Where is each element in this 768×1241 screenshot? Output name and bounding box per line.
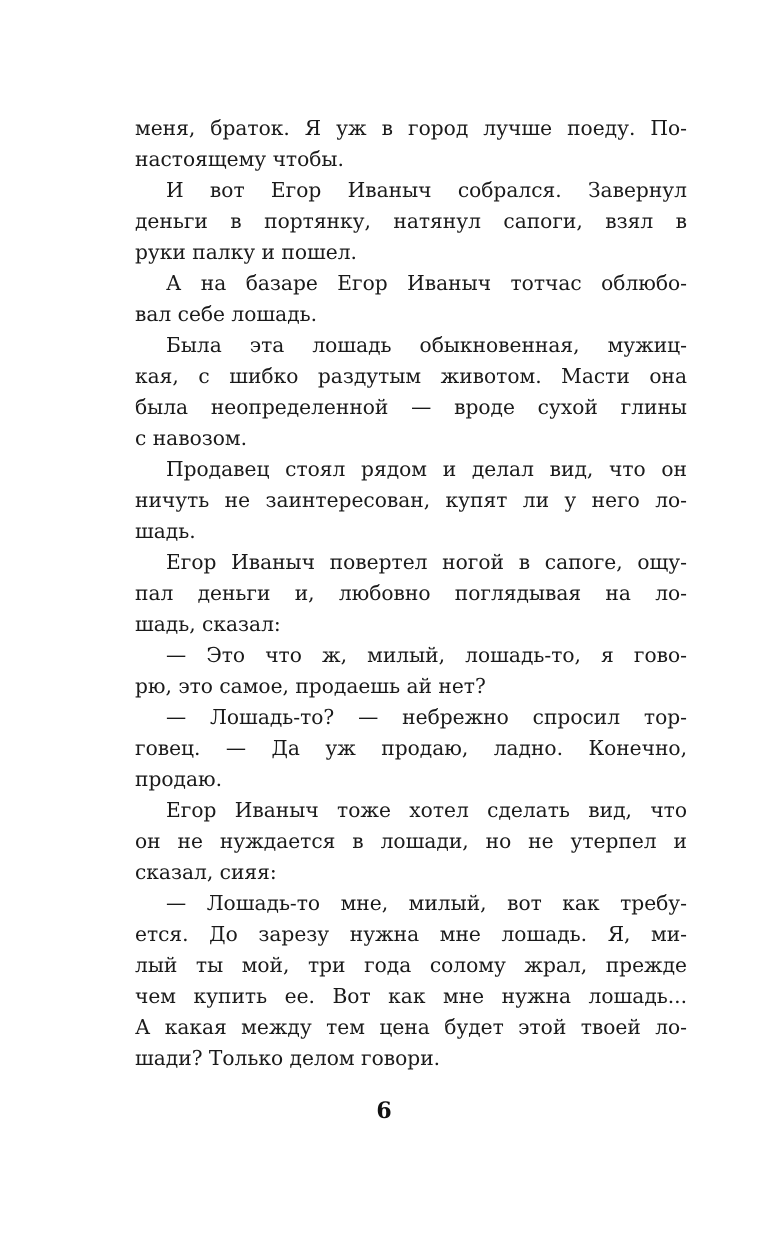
page-number: 6: [376, 1098, 392, 1124]
paragraph: [135, 702, 687, 795]
text-line: А какая между тем цена будет этой твоей ло-: [135, 1015, 687, 1039]
text-line: шадь.: [135, 519, 196, 543]
text-line: ется. До зарезу нужна мне лошадь. Я, ми-: [135, 922, 687, 946]
paragraph: [135, 113, 687, 175]
text-line: Егор Иваныч тоже хотел сделать вид, что: [166, 798, 687, 822]
text-line: — Лошадь-то? — небрежно спросил тор-: [166, 705, 687, 729]
text-line: вал себе лошадь.: [135, 302, 318, 326]
text-line: пал деньги и, любовно поглядывая на ло-: [135, 581, 687, 605]
text-line: И вот Егор Иваныч собрался. Завернул: [166, 178, 687, 202]
text-line: ничуть не заинтересован, купят ли у него ло-: [135, 488, 687, 512]
text-line: говец. — Да уж продаю, ладно. Конечно,: [135, 736, 687, 760]
text-line: лый ты мой, три года солому жрал, прежде: [135, 953, 687, 977]
text-line: Продавец стоял рядом и делал вид, что он: [166, 457, 687, 481]
text-line: — Это что ж, милый, лошадь-то, я гово-: [166, 643, 687, 667]
text-line: шади? Только делом говори.: [135, 1046, 441, 1070]
text-line: руки палку и пошел.: [135, 240, 357, 264]
paragraph: [135, 547, 687, 640]
text-line: была неопределенной — вроде сухой глины: [135, 395, 687, 419]
paragraph: [135, 175, 687, 268]
text-line: деньги в портянку, натянул сапоги, взял в: [135, 209, 687, 233]
text-line: сказал, сияя:: [135, 860, 277, 884]
text-line: он не нуждается в лошади, но не утерпел и: [135, 829, 687, 853]
paragraph: [135, 330, 687, 454]
text-line: Была эта лошадь обыкновенная, мужиц-: [166, 333, 687, 357]
paragraph: [135, 454, 687, 547]
text-line: настоящему чтобы.: [135, 147, 344, 171]
text-line: шадь, сказал:: [135, 612, 281, 636]
page-text: [135, 113, 687, 1074]
text-line: Егор Иваныч повертел ногой в сапоге, ощу-: [166, 550, 687, 574]
text-line: А на базаре Егор Иваныч тотчас облюбо-: [166, 271, 687, 295]
text-line: с навозом.: [135, 426, 248, 450]
paragraph: [135, 795, 687, 888]
paragraph: [135, 640, 687, 702]
paragraph: [135, 268, 687, 330]
text-line: чем купить ее. Вот как мне нужна лошадь...: [135, 984, 687, 1008]
text-line: рю, это самое, продаешь ай нет?: [135, 674, 486, 698]
text-line: продаю.: [135, 767, 222, 791]
text-line: меня, браток. Я уж в город лучше поеду. По-: [135, 116, 687, 140]
paragraph: [135, 888, 687, 1074]
text-line: — Лошадь-то мне, милый, вот как требу-: [166, 891, 687, 915]
text-line: кая, с шибко раздутым животом. Масти она: [135, 364, 687, 388]
